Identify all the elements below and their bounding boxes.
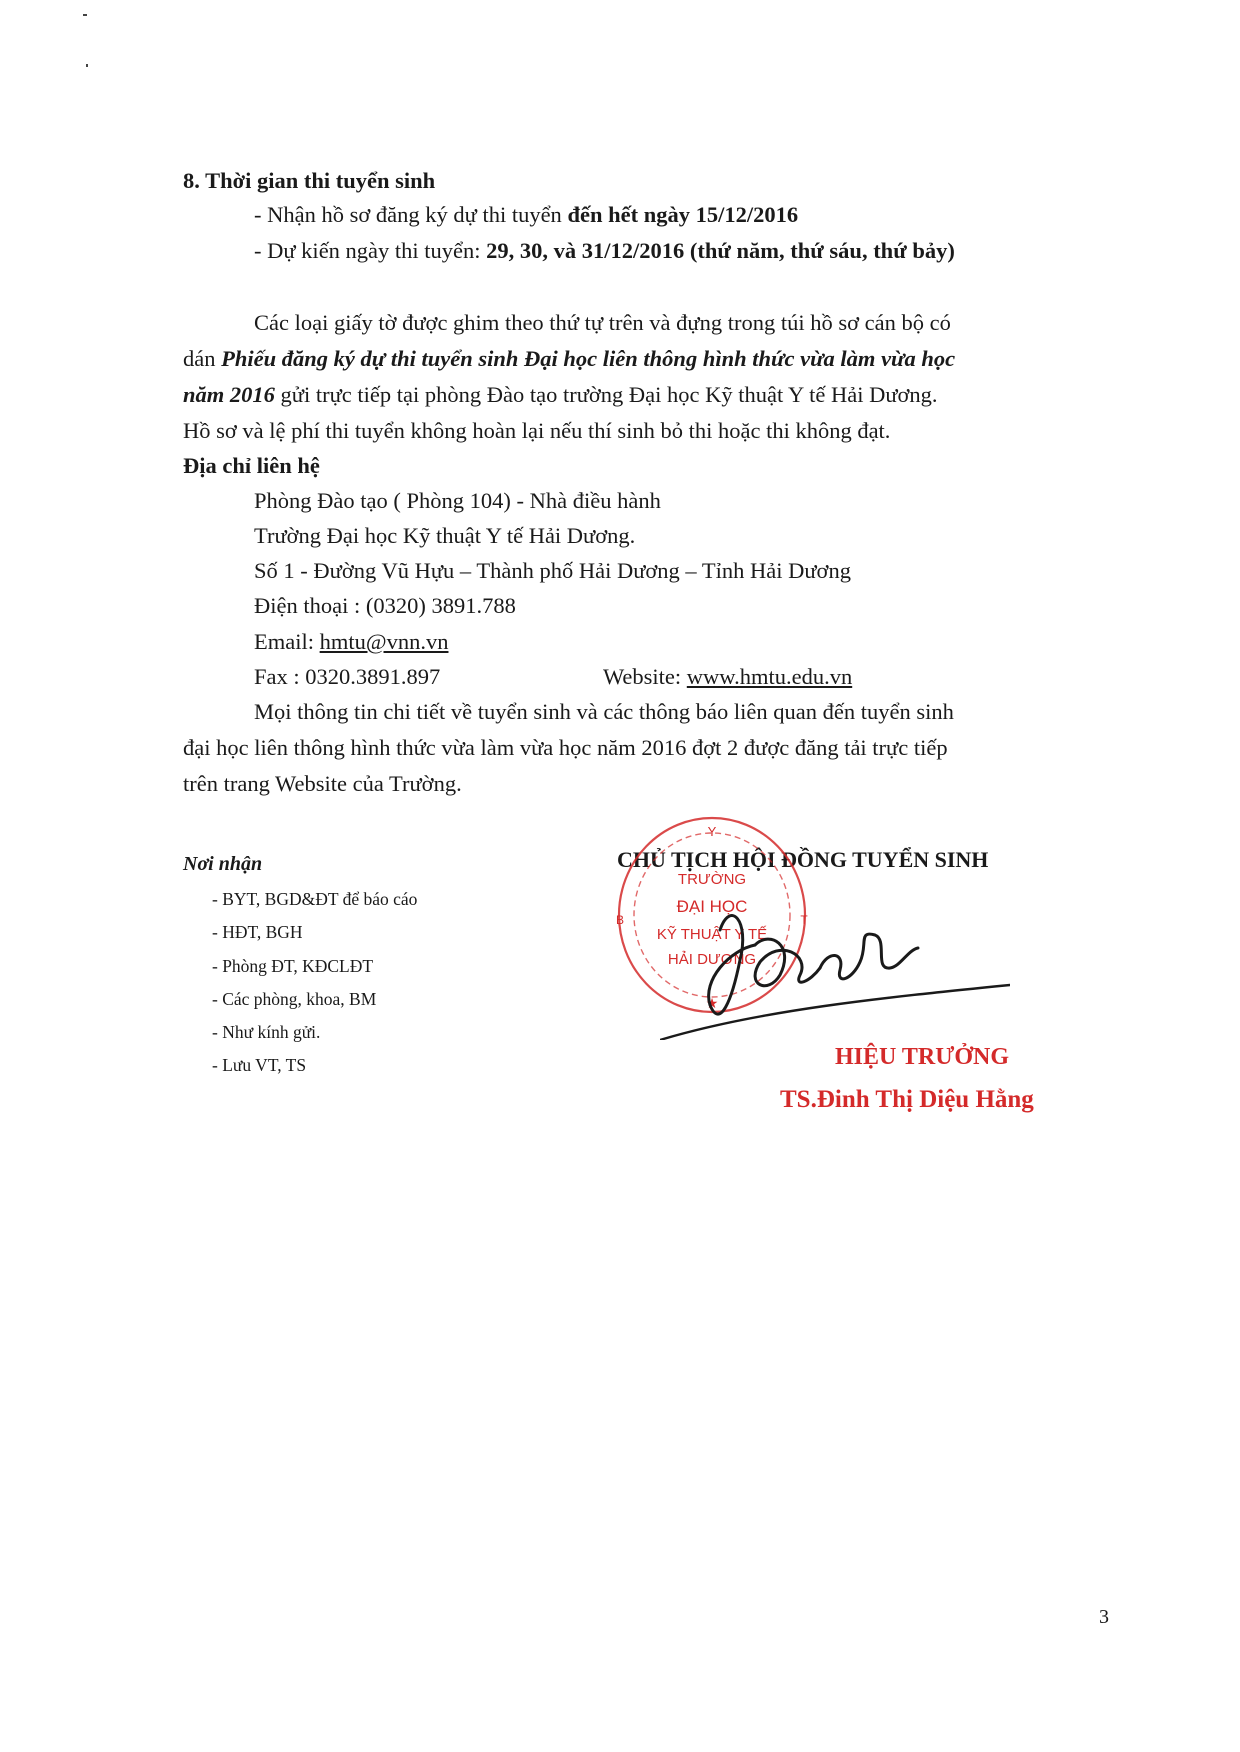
contact-website-row [603,662,852,692]
section-8-line-2 [254,236,955,266]
contact-office: Phòng Đào tạo ( Phòng 104) - Nhà điều hành [254,488,661,513]
recipient-item: - HĐT, BGH [212,922,303,942]
contact-heading: Địa chỉ liên hệ [183,453,320,478]
section-8-title: 8. Thời gian thi tuyển sinh [183,168,436,193]
contact-address: Số 1 - Đường Vũ Hựu – Thành phố Hải Dương – Tỉnh Hải Dương [254,558,851,583]
recipients-heading: Nơi nhận [183,853,263,875]
svg-text:KỸ THUẬT Y TẾ: KỸ THUẬT Y TẾ [656,926,768,943]
website-link[interactable]: www.hmtu.edu.vn [686,664,853,689]
svg-text:TRƯỜNG: TRƯỜNG [677,871,747,888]
paragraph-line-3 [183,380,938,410]
recipient-item: - Lưu VT, TS [212,1055,307,1075]
signatory-name: TS.Đinh Thị Diệu Hằng [780,1086,1034,1113]
contact-info-line-3: trên trang Website của Trường. [183,771,462,796]
svg-text:T: T [800,913,808,927]
paragraph-line-1: Các loại giấy tờ được ghim theo thứ tự trên và đựng trong túi hồ sơ cán bộ có [254,310,951,335]
recipient-item: - BYT, BGD&ĐT để báo cáo [212,889,418,909]
website-label: Website: [603,664,687,689]
svg-text:ĐẠI HỌC: ĐẠI HỌC [676,897,748,916]
paragraph-line-4: Hồ sơ và lệ phí thi tuyển không hoàn lại nếu thí sinh bỏ thi hoặc thi không đạt. [183,418,891,443]
handwritten-signature [660,890,1010,1040]
contact-phone: Điện thoại : (0320) 3891.788 [254,593,516,618]
contact-info-line-2: đại học liên thông hình thức vừa làm vừa học năm 2016 đợt 2 được đăng tải trực tiếp [183,735,948,760]
svg-text:HẢI DƯƠNG: HẢI DƯƠNG [667,951,757,968]
contact-email-row [254,627,448,657]
line-1-deadline: đến hết ngày 15/12/2016 [567,202,799,227]
line-2-dates: 29, 30, và 31/12/2016 (thứ năm, thứ sáu, thứ bảy) [486,238,955,263]
line-2-text: - Dự kiến ngày thi tuyển: [254,238,487,263]
recipient-item: - Các phòng, khoa, BM [212,989,377,1009]
paragraph-line-3-rest: gửi trực tiếp tại phòng Đào tạo trường Đại học Kỹ thuật Y tế Hải Dương. [274,382,938,407]
recipient-item: - Như kính gửi. [212,1022,321,1042]
contact-fax: Fax : 0320.3891.897 [254,664,441,689]
paragraph-line-2 [183,344,955,374]
scan-mark [83,14,87,16]
section-8-line-1 [254,200,798,230]
paragraph-line-2-prefix: dán [183,346,222,371]
svg-text:★: ★ [705,995,719,1011]
svg-text:Y: Y [707,824,717,839]
line-1-text: - Nhận hồ sơ đăng ký dự thi tuyển [254,202,568,227]
contact-info-line-1: Mọi thông tin chi tiết về tuyển sinh và các thông báo liên quan đến tuyển sinh [254,699,954,724]
contact-school: Trường Đại học Kỹ thuật Y tế Hải Dương. [254,523,636,548]
email-link[interactable]: hmtu@vnn.vn [319,629,449,654]
recipient-item: - Phòng ĐT, KĐCLĐT [212,956,374,976]
svg-text:B: B [615,913,625,927]
form-name: Phiếu đăng ký dự thi tuyển sinh Đại học liên thông hình thức vừa làm vừa học [221,346,956,371]
council-title: CHỦ TỊCH HỘI ĐỒNG TUYỂN SINH [617,847,989,872]
email-label: Email: [254,629,320,654]
form-year: năm 2016 [183,382,275,407]
signatory-position: HIỆU TRƯỞNG [835,1044,1010,1070]
page-number: 3 [1099,1606,1109,1628]
scan-mark [86,64,88,67]
